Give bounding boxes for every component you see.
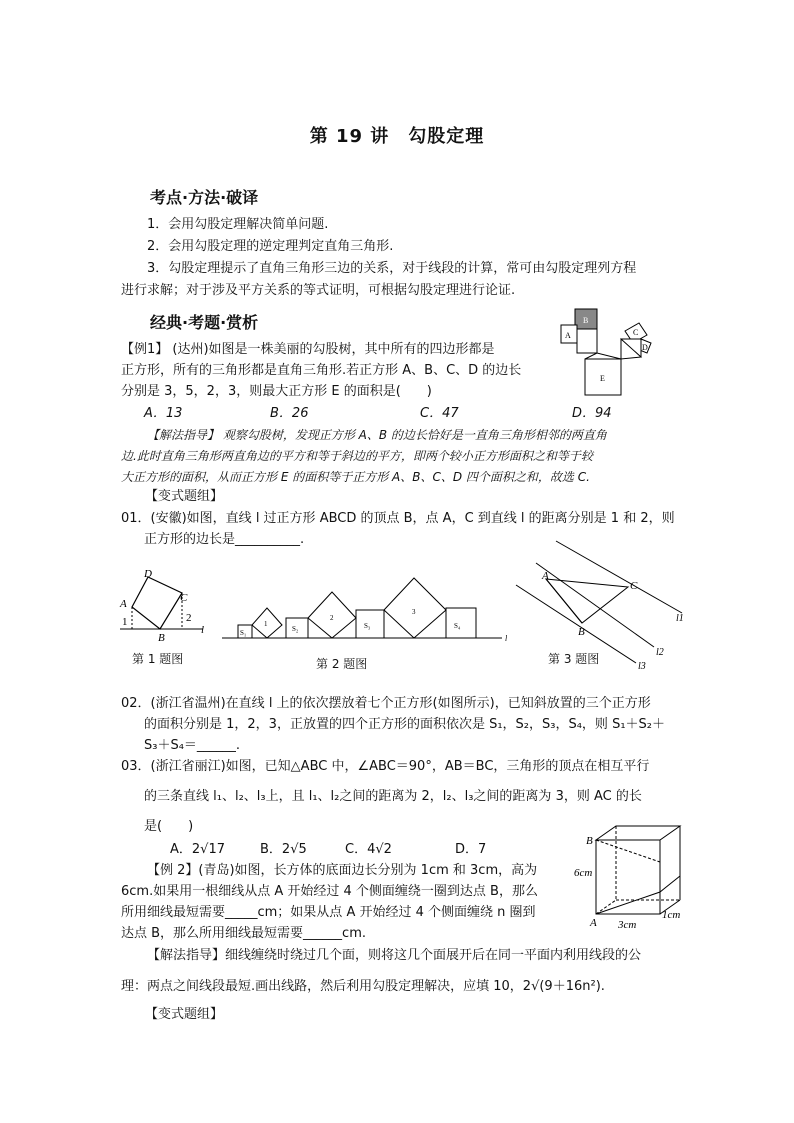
- q02-line2: 的面积分别是 1，2，3，正放置的四个正方形的面积依次是 S₁，S₂，S₃，S₄，则 S₁＋S₂＋: [144, 717, 665, 732]
- fig3-label-a: A: [542, 570, 549, 582]
- example2-line4: 达点 B，那么所用细线最短需要______cm.: [121, 926, 366, 941]
- pythagoras-tree-figure: [555, 303, 665, 403]
- q03-option-c: C．4√2: [345, 842, 392, 857]
- example2-analysis-line1: 【解法指导】细线缠绕时绕过几个面，则将这几个面展开后在同一平面内利用线段的公: [147, 948, 642, 963]
- tree-label-b: B: [583, 316, 589, 325]
- q01-line2: 正方形的边长是__________.: [144, 532, 305, 547]
- example1-analysis-line1: 【解法指导】 观察勾股树，发现正方形 A、B 的边长恰好是一直角三角形相邻的两直角: [147, 428, 607, 442]
- fig2-square-s4: [446, 608, 476, 638]
- fig3-label-b: B: [578, 626, 585, 638]
- fig2-label-s3: S₃: [364, 622, 371, 630]
- figure-2-caption: 第 2 题图: [316, 657, 368, 671]
- q02-line1: 02．(浙江省温州)在直线 l 上的依次摆放着七个正方形(如图所示)，已知斜放置的三个正方形: [121, 696, 651, 711]
- fig1-label-b: B: [158, 632, 165, 644]
- example2-analysis-line2: 理：两点之间线段最短.画出线路，然后利用勾股定理解决，应填 10，2√(9＋16n²).: [121, 979, 605, 994]
- cuboid-label-1cm: 1cm: [662, 909, 681, 921]
- triangle-left: [585, 353, 621, 359]
- q02-line3: S₃＋S₄＝______.: [144, 738, 241, 753]
- q03-line3: 是( ): [144, 819, 194, 834]
- fig2-label-1: 1: [264, 620, 268, 628]
- key-point-2: 2．会用勾股定理的逆定理判定直角三角形.: [147, 239, 394, 254]
- cuboid-top-face: [596, 826, 680, 840]
- fig1-label-d: D: [144, 568, 152, 580]
- example1-analysis-line3: 大正方形的面积，从而正方形 E 的面积等于正方形 A、B、C、D 四个面积之和，故选 C.: [121, 470, 590, 484]
- cuboid-label-3cm: 3cm: [618, 919, 637, 931]
- fig1-label-l: l: [201, 624, 205, 636]
- fig3-line-l2: [536, 563, 654, 647]
- key-point-3-cont: 进行求解；对于涉及平方关系的等式证明，可根据勾股定理进行论证.: [121, 283, 516, 298]
- tree-label-d: D: [642, 343, 648, 352]
- example1-analysis-line2: 边.此时直角三角形两直角边的平方和等于斜边的平方，即两个较小正方形面积之和等于较: [121, 449, 593, 463]
- example2-line2: 6cm.如果用一根细线从点 A 开始经过 4 个侧面缠绕一圈到达点 B，那么: [121, 884, 538, 899]
- example2-line3: 所用细线最短需要_____cm；如果从点 A 开始经过 4 个侧面缠绕 n 圈到: [121, 905, 536, 920]
- fig1-label-a: A: [120, 598, 127, 610]
- fig2-label-l: l: [505, 634, 508, 643]
- fig2-label-s1: S₁: [240, 629, 247, 637]
- variant-heading-2: 【变式题组】: [145, 1007, 224, 1022]
- fig2-label-2: 2: [330, 614, 334, 622]
- fig3-triangle-abc: [546, 579, 628, 623]
- tree-label-a: A: [565, 331, 571, 340]
- q03-line1: 03．(浙江省丽江)如图，已知△ABC 中，∠ABC＝90°，AB＝BC，三角形的顶点在相互平行: [121, 759, 650, 774]
- fig3-label-c: C: [630, 580, 638, 592]
- cuboid-thread-hidden: [596, 840, 660, 862]
- variant-heading: 【变式题组】: [145, 489, 224, 504]
- section-heading-key-points: 考点·方法·破译: [150, 188, 259, 207]
- figure-2-seven-squares: [222, 570, 517, 645]
- fig2-label-3: 3: [412, 608, 416, 616]
- cuboid-figure: [572, 822, 692, 934]
- q03-option-a: A．2√17: [170, 842, 225, 857]
- cuboid-label-a: A: [590, 917, 597, 929]
- example1-line3: 分别是 3，5，2，3，则最大正方形 E 的面积是( ): [121, 384, 432, 399]
- example1-line2: 正方形，所有的三角形都是直角三角形.若正方形 A、B、C、D 的边长: [121, 363, 522, 378]
- fig1-square: [132, 577, 182, 629]
- fig3-label-l2: l2: [656, 647, 664, 658]
- example2-line1: 【例 2】(青岛)如图，长方体的底面边长分别为 1cm 和 3cm，高为: [147, 863, 538, 878]
- section-heading-classic-problems: 经典·考题·赏析: [150, 313, 259, 332]
- q03-option-d: D．7: [455, 842, 487, 857]
- q01-line1: 01．(安徽)如图，直线 l 过正方形 ABCD 的顶点 B，点 A，C 到直线 l 的距离分别是 1 和 2，则: [121, 511, 675, 526]
- fig3-label-l1: l1: [676, 613, 684, 624]
- cuboid-label-6cm: 6cm: [574, 867, 593, 879]
- example1-option-a: A．13: [144, 406, 183, 421]
- figure-1-square-on-line: [118, 565, 208, 647]
- key-point-1: 1．会用勾股定理解决简单问题.: [147, 217, 329, 232]
- q03-line2: 的三条直线 l₁、l₂、l₃上，且 l₁、l₂之间的距离为 2，l₂、l₃之间的距离为 3，则 AC 的长: [144, 789, 642, 804]
- fig3-line-l1: [556, 541, 682, 613]
- tree-label-e: E: [600, 374, 605, 383]
- cuboid-hidden-edge-d: [596, 900, 616, 914]
- key-point-3: 3．勾股定理提示了直角三角形三边的关系，对于线段的计算，常可由勾股定理列方程: [147, 261, 637, 276]
- fig3-label-l3: l3: [638, 661, 646, 670]
- example1-option-c: C．47: [420, 406, 459, 421]
- page-title: 第 19 讲 勾股定理: [309, 126, 485, 147]
- fig2-label-s4: S₄: [454, 622, 461, 630]
- fig1-label-c: C: [180, 592, 188, 604]
- figure-3-parallel-lines: [512, 535, 692, 670]
- example1-option-d: D．94: [572, 406, 612, 421]
- fig1-label-2: 2: [186, 612, 192, 624]
- fig2-label-s2: S₂: [292, 625, 299, 633]
- fig1-label-1: 1: [122, 616, 128, 628]
- cuboid-label-b: B: [586, 835, 593, 847]
- figure-1-caption: 第 1 题图: [132, 652, 184, 666]
- example1-line1: 【例1】 (达州)如图是一株美丽的勾股树，其中所有的四边形都是: [121, 342, 495, 357]
- square-mid-left: [577, 329, 597, 353]
- tree-label-c: C: [633, 328, 639, 337]
- figure-3-caption: 第 3 题图: [548, 652, 600, 666]
- example1-option-b: B．26: [270, 406, 309, 421]
- q03-option-b: B．2√5: [260, 842, 307, 857]
